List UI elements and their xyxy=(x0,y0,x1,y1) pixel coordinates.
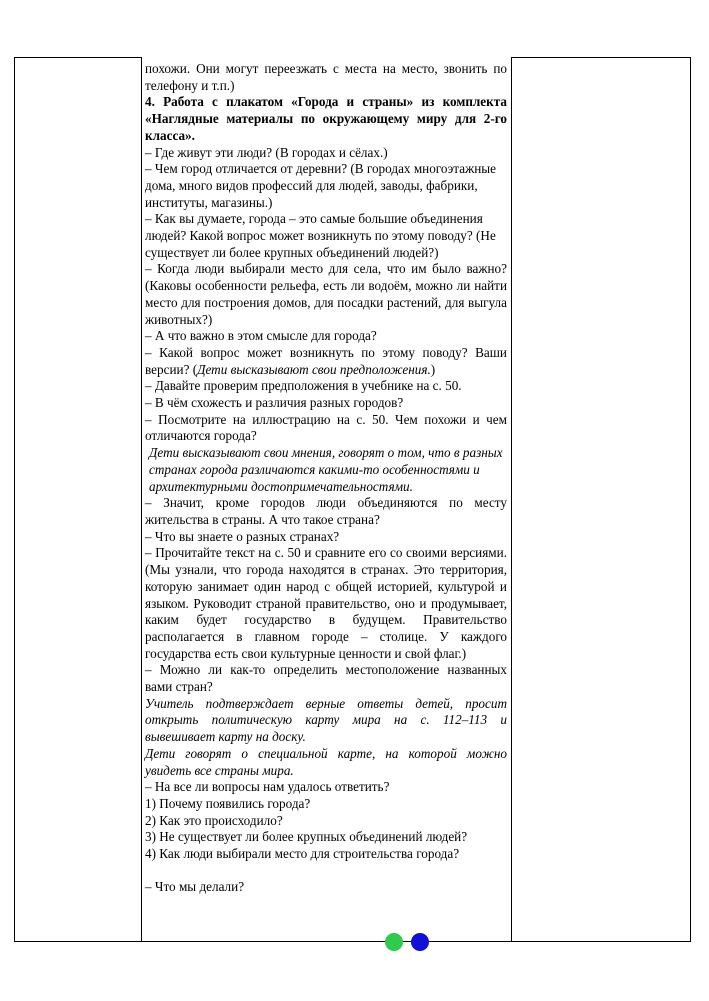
text-line xyxy=(145,863,507,880)
column-divider-2 xyxy=(511,57,512,942)
table-bottom-border xyxy=(14,941,691,942)
text-line: 4) Как люди выбирали место для строительства города? xyxy=(145,846,460,862)
text-line: – Чем город отличается от деревни? (В городах многоэтажные дома, много видов профессий для людей, заводы, фабрики, институты, магазины.) xyxy=(145,161,496,210)
text-line: 2) Как это происходило? xyxy=(145,812,283,828)
text-line: – А что важно в этом смысле для города? xyxy=(145,328,377,344)
text-line: – В чём схожесть и различия разных городов? xyxy=(145,395,404,411)
text-line: похожи. Они могут переезжать с места на место, звонить по телефону и т.п.) xyxy=(145,61,507,93)
table-top-border-right xyxy=(512,57,691,58)
text-line: – Когда люди выбирали место для села, что им было важно? (Каковы особенности рельефа, есть ли водоём, можно ли найти место для построения домов, для посадки растений, для выгула животных?) xyxy=(145,261,507,327)
green-dot-icon xyxy=(385,933,403,951)
text-line: – На все ли вопросы нам удалось ответить? xyxy=(145,779,390,795)
text-line: – Давайте проверим предположения в учебнике на с. 50. xyxy=(145,378,462,394)
text-line: – Как вы думаете, города – это самые большие объединения людей? Какой вопрос может возникнуть по этому поводу? (Не существует ли более крупных объединений людей?) xyxy=(145,211,496,260)
blue-dot-icon xyxy=(411,933,429,951)
text-line xyxy=(145,345,507,378)
text-line: – Что мы делали? xyxy=(145,879,245,895)
text-run: ) xyxy=(430,361,436,377)
table-left-border xyxy=(14,57,15,942)
column-divider-1 xyxy=(141,57,142,942)
italic-text-run: Дети высказывают свои предположения. xyxy=(197,361,431,377)
text-line: – Можно ли как-то определить местоположение названных вами стран? xyxy=(145,662,507,695)
text-line: 3) Не существует ли более крупных объединений людей? xyxy=(145,829,468,845)
text-line: Дети говорят о специальной карте, на которой можно увидеть все страны мира. xyxy=(145,745,507,778)
text-line: 1) Почему появились города? xyxy=(145,795,311,811)
text-line: Учитель подтверждает верные ответы детей, просит открыть политическую карту мира на с. 112–113 и вывешивает карту на доску. xyxy=(145,695,507,745)
text-run: – Какой вопрос может возникнуть по этому поводу? Ваши версии? ( xyxy=(145,344,507,377)
text-line: – Значит, кроме городов люди объединяются по месту жительства в страны. А что такое страна? xyxy=(145,495,507,527)
text-line: Дети высказывают свои мнения, говорят о том, что в разных странах города различаются какими-то особенностями и архитектурными достопримечательностями. xyxy=(149,445,503,494)
text-line: – Где живут эти люди? (В городах и сёлах.) xyxy=(145,144,388,160)
table-top-border-left xyxy=(14,57,141,58)
text-line: – Что вы знаете о разных странах? xyxy=(145,528,340,544)
table-right-border xyxy=(690,57,691,942)
text-line: – Прочитайте текст на с. 50 и сравните его со своими версиями. (Мы узнали, что города находятся в странах. Это территория, которую занимает один народ с общей историей, культурой и языком. Руководит страной правительство, оно и продумывает, каким будет государство в будущем. Правительство располагается в главном городе – столице. У каждого государства есть свои культурные ценности и свой флаг.) xyxy=(145,545,507,661)
text-line: – Посмотрите на иллюстрацию на с. 50. Чем похожи и чем отличаются города? xyxy=(145,411,507,444)
text-line: 4. Работа с плакатом «Города и страны» из комплекта «Наглядные материалы по окружающему миру для 2-го класса». xyxy=(145,94,507,143)
lesson-content xyxy=(145,61,507,896)
